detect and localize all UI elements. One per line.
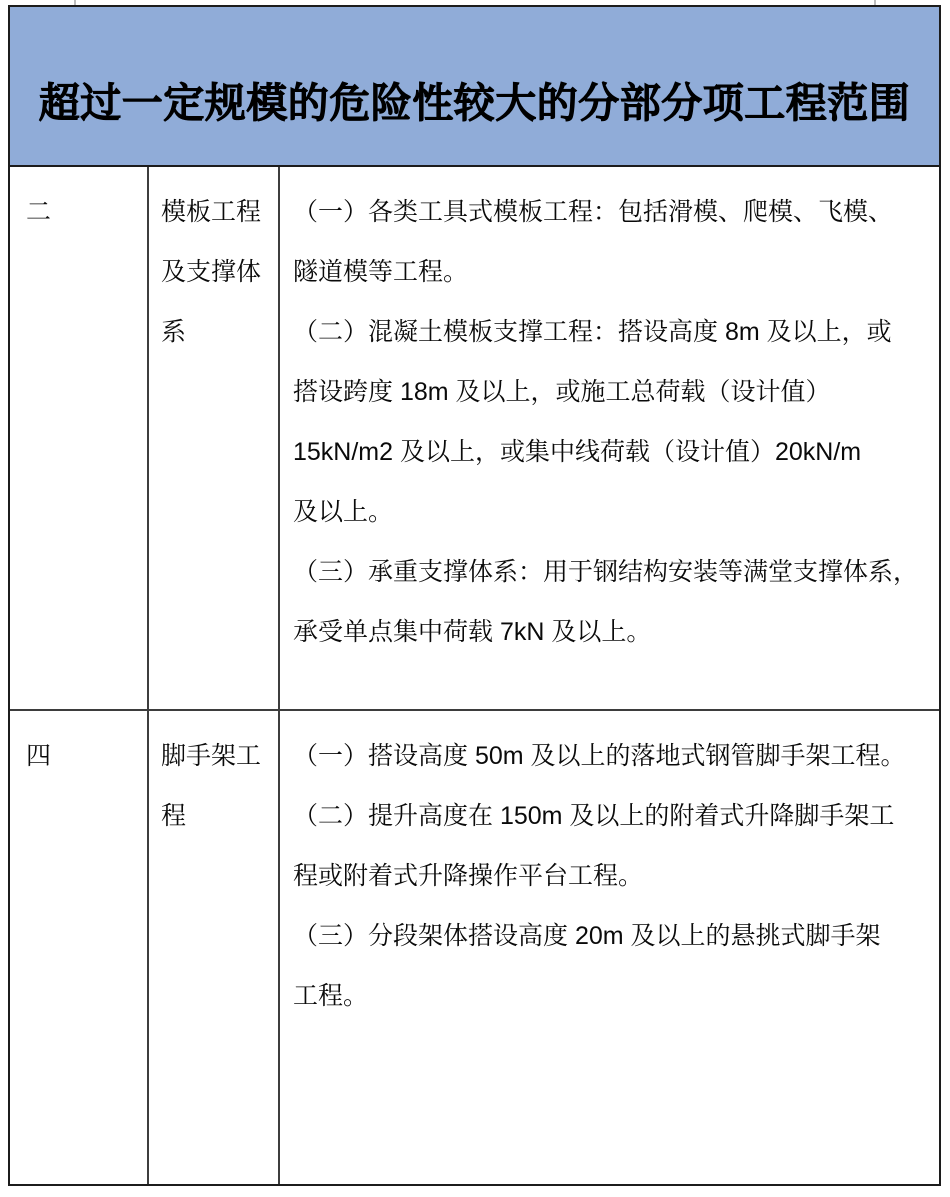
text-line: 工程。 <box>293 982 369 1010</box>
text-line: 系 <box>161 318 187 346</box>
text-line: 脚手架工 <box>161 742 262 770</box>
text-line: 隧道模等工程。 <box>293 258 469 286</box>
text-line: （三）分段架体搭设高度 20m 及以上的悬挑式脚手架 <box>293 922 881 950</box>
table-title: 超过一定规模的危险性较大的分部分项工程范围 <box>38 79 911 126</box>
row-index-cell <box>10 167 149 709</box>
text-line: 承受单点集中荷载 7kN 及以上。 <box>293 618 652 646</box>
text-line: （一）各类工具式模板工程：包括滑模、爬模、飞模、 <box>293 198 894 226</box>
row-category-cell <box>149 711 280 1184</box>
text-line: （一）搭设高度 50m 及以上的落地式钢管脚手架工程。 <box>293 742 906 770</box>
text-line: 程或附着式升降操作平台工程。 <box>293 862 644 890</box>
text-line: （二）混凝土模板支撑工程：搭设高度 8m 及以上，或 <box>293 318 892 346</box>
text-line: 程 <box>161 802 187 830</box>
table-row-formwork <box>10 167 939 711</box>
row-index-cell <box>10 711 149 1184</box>
regulation-table <box>8 5 941 1186</box>
text-line: 模板工程 <box>161 198 262 226</box>
text-line: 15kN/m2 及以上，或集中线荷载（设计值）20kN/m <box>293 438 862 466</box>
row-index-label: 二 <box>26 198 52 226</box>
text-line: 及支撑体 <box>161 258 262 286</box>
table-row-scaffolding <box>10 711 939 1184</box>
row-content-cell <box>280 167 939 709</box>
text-line: （三）承重支撑体系：用于钢结构安装等满堂支撑体系， <box>293 558 919 586</box>
row-category-cell <box>149 167 280 709</box>
text-line: 及以上。 <box>293 498 394 526</box>
text-line: （二）提升高度在 150m 及以上的附着式升降脚手架工 <box>293 802 895 830</box>
row-index-label: 四 <box>26 742 52 770</box>
text-line: 搭设跨度 18m 及以上，或施工总荷载（设计值） <box>293 378 831 406</box>
table-title-cell <box>10 7 939 167</box>
row-content-cell <box>280 711 939 1184</box>
